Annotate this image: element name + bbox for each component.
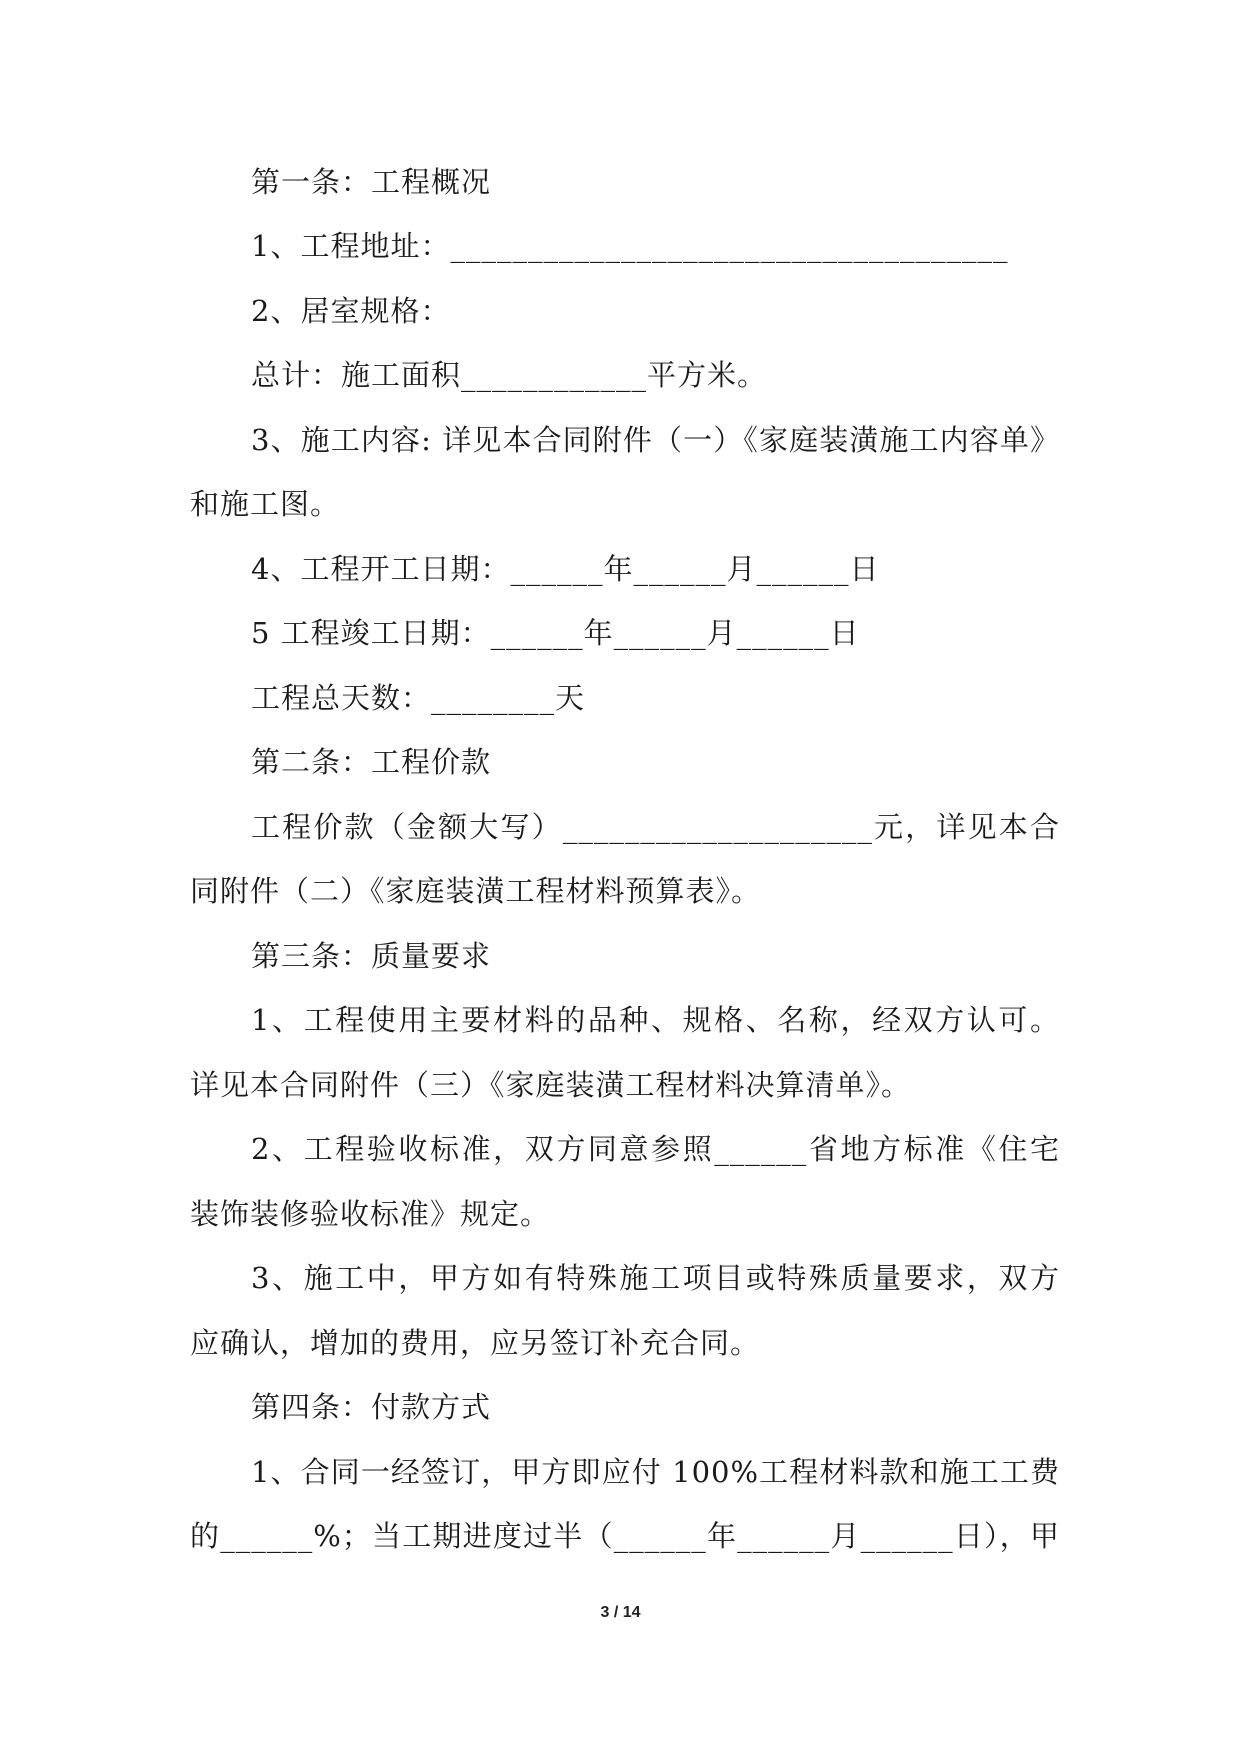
project-price-continued: 同附件（二）《家庭装潢工程材料预算表》。 [190, 874, 762, 908]
total-area-line: 总计：施工面积____________平方米。 [251, 358, 768, 392]
start-date-line: 4、工程开工日期：______年______月______日 [251, 552, 880, 586]
room-spec-line: 2、居室规格： [251, 294, 451, 328]
construction-content-line: 3、施工内容: 详见本合同附件（一）《家庭装潢施工内容单》 [251, 423, 1060, 457]
article-3-heading: 第三条：质量要求 [251, 939, 492, 973]
payment-item-1-line: 1、合同一经签订，甲方即应付 100%工程材料款和施工工费 [251, 1455, 1060, 1489]
construction-content-continued: 和施工图。 [190, 487, 341, 521]
total-days-line: 工程总天数：________天 [251, 681, 586, 715]
quality-item-1-continued: 详见本合同附件（三）《家庭装潢工程材料决算清单》。 [190, 1068, 912, 1102]
quality-item-3-continued: 应确认，增加的费用，应另签订补充合同。 [190, 1326, 761, 1360]
article-1-heading: 第一条：工程概况 [251, 165, 492, 199]
quality-item-3-line: 3、施工中，甲方如有特殊施工项目或特殊质量要求，双方 [251, 1261, 1060, 1295]
project-price-line: 工程价款（金额大写）____________________元，详见本合 [251, 810, 1060, 844]
payment-item-1-continued: 的______%；当工期进度过半（______年______月______日），甲 [190, 1519, 1060, 1553]
article-4-heading: 第四条：付款方式 [251, 1390, 492, 1424]
quality-item-2-continued: 装饰装修验收标准》规定。 [190, 1197, 551, 1231]
project-address-line: 1、工程地址：____________________________________ [251, 229, 1009, 263]
completion-date-line: 5 工程竣工日期：______年______月______日 [251, 616, 860, 650]
page-number: 3 / 14 [600, 1604, 641, 1621]
quality-item-2-line: 2、工程验收标准，双方同意参照______省地方标准《住宅 [251, 1132, 1060, 1166]
article-2-heading: 第二条：工程价款 [251, 745, 492, 779]
quality-item-1-line: 1、工程使用主要材料的品种、规格、名称，经双方认可。 [251, 1003, 1060, 1037]
